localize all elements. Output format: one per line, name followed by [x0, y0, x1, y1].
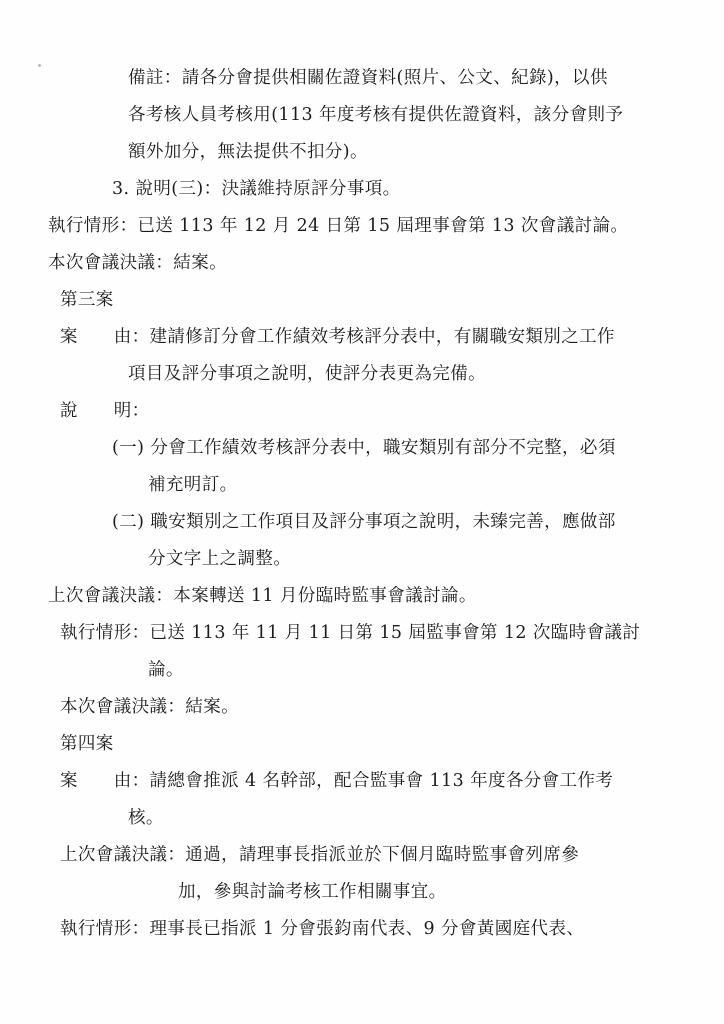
text-line: 上次會議決議：本案轉送 11 月份臨時監事會議討論。 [48, 586, 477, 606]
text-line: 備註：請各分會提供相關佐證資料(照片、公文、紀錄)，以供 [128, 68, 608, 88]
text-line: 案 由：請總會推派 4 名幹部，配合監事會 113 年度各分會工作考 [60, 771, 614, 791]
text-line: 第四案 [60, 734, 114, 754]
document-body [0, 60, 724, 948]
text-line: 案 由：建請修訂分會工作績效考核評分表中，有關職安類別之工作 [60, 327, 615, 347]
text-line: 本次會議決議：結案。 [60, 697, 239, 717]
text-line: 上次會議決議：通過，請理事長指派並於下個月臨時監事會列席參 [60, 845, 580, 865]
text-line: 論。 [148, 660, 184, 680]
text-line: 各考核人員考核用(113 年度考核有提供佐證資料，該分會則予 [128, 105, 624, 125]
text-line: 3. 說明(三)：決議維持原評分事項。 [112, 179, 401, 199]
text-line: 項目及評分事項之說明，使評分表更為完備。 [128, 364, 486, 384]
text-line: 額外加分，無法提供不扣分)。 [128, 142, 368, 162]
text-line: 執行情形：理事長已指派 1 分會張鈞南代表、9 分會黃國庭代表、 [60, 919, 585, 939]
text-line: (二) 職安類別之工作項目及評分事項之說明，未臻完善，應做部 [112, 512, 616, 532]
text-line: 第三案 [60, 290, 114, 310]
text-line: 執行情形：已送 113 年 12 月 24 日第 15 屆理事會第 13 次會議討論。 [48, 216, 629, 236]
text-line: 執行情形：已送 113 年 11 月 11 日第 15 屆監事會第 12 次臨時會議討 [60, 623, 641, 643]
text-line: (一) 分會工作績效考核評分表中，職安類別有部分不完整，必須 [112, 438, 616, 458]
text-line: 核。 [128, 808, 164, 828]
text-line: 加，參與討論考核工作相關事宜。 [178, 882, 447, 902]
text-line: 說 明： [60, 401, 150, 421]
text-line: 補充明訂。 [148, 475, 238, 495]
text-line: 本次會議決議：結案。 [48, 253, 227, 273]
text-line: 分文字上之調整。 [148, 549, 292, 569]
